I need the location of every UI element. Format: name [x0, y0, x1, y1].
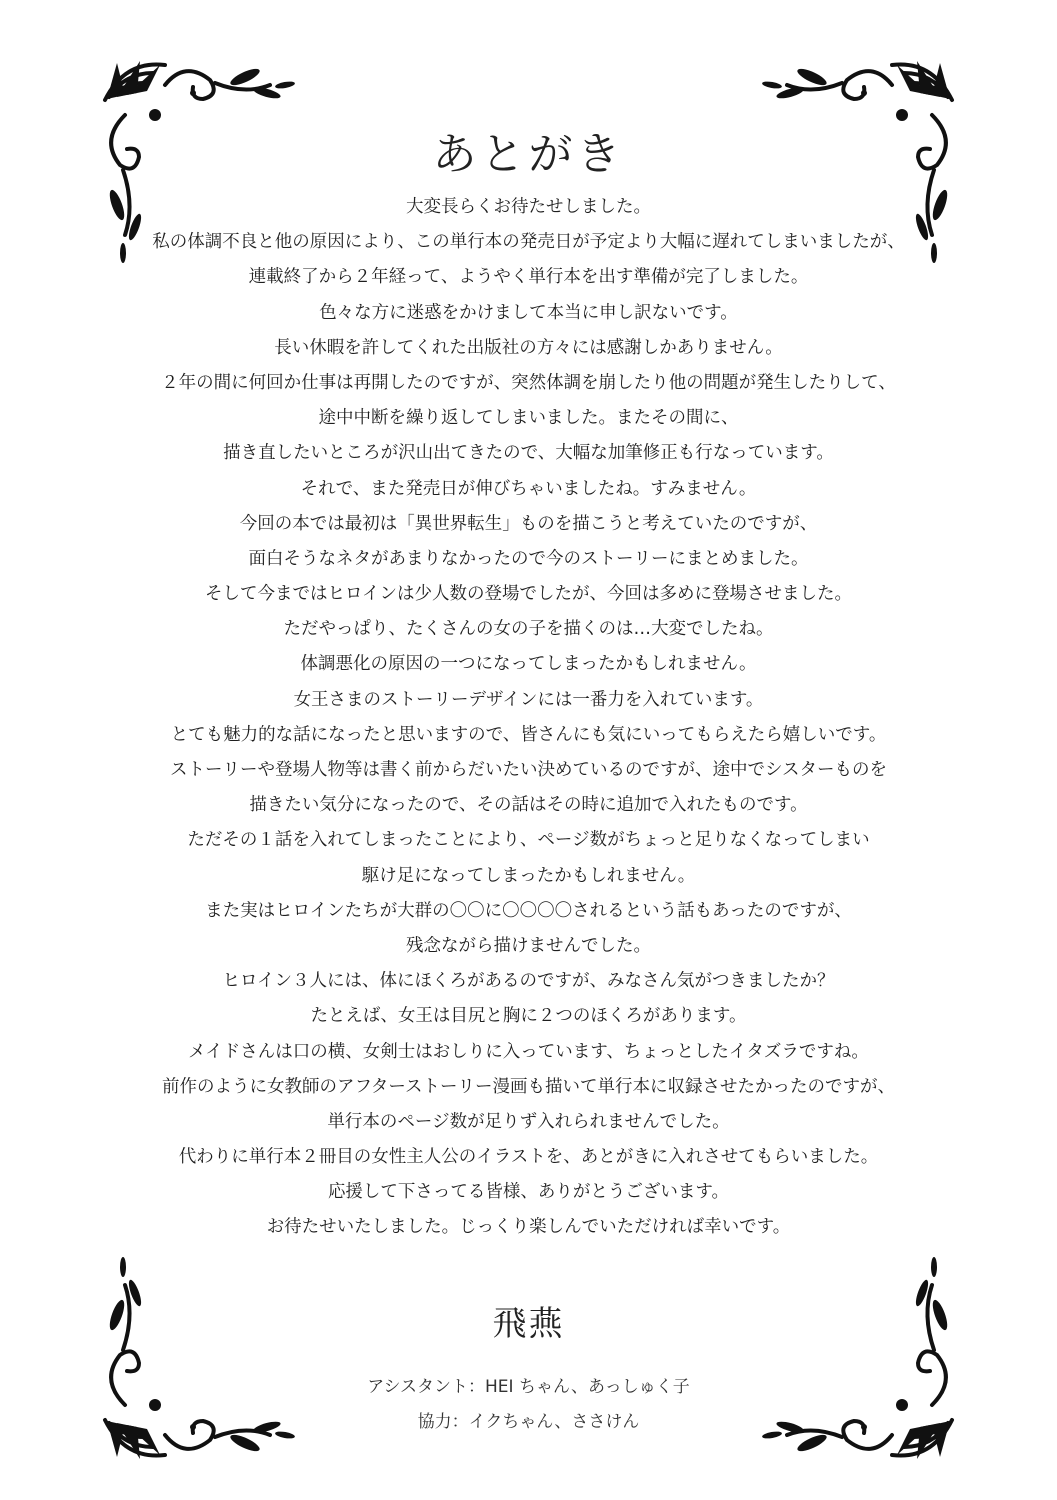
- body-line: 代わりに単行本２冊目の女性主人公のイラストを、あとがきに入れさせてもらいました。: [178, 1147, 879, 1168]
- body-line: 描きたい気分になったので、その話はその時に追加で入れたものです。: [249, 795, 808, 816]
- body-line: ただやっぱり、たくさんの女の子を描くのは…大変でしたね。: [283, 619, 774, 640]
- cooperation-credit: 協力：イクちゃん、ささけん: [417, 1412, 640, 1432]
- body-line: ヒロイン３人には、体にほくろがあるのですが、みなさん気がつきましたか？: [222, 971, 835, 992]
- body-line: ２年の間に何回か仕事は再開したのですが、突然体調を崩したり他の問題が発生したりして、: [161, 372, 896, 393]
- body-line: それで、また発売日が伸びちゃいましたね。すみません。: [300, 478, 757, 499]
- body-line: お待たせいたしました。じっくり楽しんでいただければ幸いです。: [266, 1217, 791, 1238]
- body-line: 大変長らくお待たせしました。: [406, 197, 651, 217]
- body-line: 面白そうなネタがあまりなかったので今のストーリーにまとめました。: [248, 548, 809, 569]
- afterword-body: [120, 190, 937, 1246]
- body-line: また実はヒロインたちが大群の〇〇に〇〇〇〇されるという話もあったのですが、: [205, 900, 852, 921]
- body-line: 連載終了から２年経って、ようやく単行本を出す準備が完了しました。: [248, 267, 809, 288]
- body-line: 応援して下さってる皆様、ありがとうございます。: [327, 1182, 730, 1203]
- body-line: 途中中断を繰り返してしまいました。またその間に、: [318, 408, 739, 429]
- body-line: 単行本のページ数が足りず入れられませんでした。: [327, 1111, 730, 1132]
- body-line: 女王さまのストーリーデザインには一番力を入れています。: [293, 689, 764, 710]
- body-line: 残念ながら描けませんでした。: [406, 935, 651, 956]
- body-line: 体調悪化の原因の一つになってしまったかもしれません。: [300, 654, 757, 675]
- body-line: 長い休暇を許してくれた出版社の方々には感謝しかありません。: [274, 337, 783, 358]
- body-line: 駆け足になってしまったかもしれません。: [361, 865, 696, 886]
- body-line: 私の体調不良と他の原因により、この単行本の発売日が予定より大幅に遅れてしまいましたが、: [152, 232, 905, 253]
- body-line: ストーリーや登場人物等は書く前からだいたい決めているのですが、途中でシスターものを: [170, 760, 887, 780]
- body-line: メイドさんは口の横、女剣士はおしりに入っています、ちょっとしたイタズラですね。: [188, 1041, 869, 1062]
- body-line: ただその１話を入れてしまったことにより、ページ数がちょっと足りなくなってしまい: [187, 830, 870, 851]
- body-line: たとえば、女王は目尻と胸に２つのほくろがあります。: [310, 1006, 747, 1027]
- body-line: 描き直したいところが沢山出てきたので、大幅な加筆修正も行なっています。: [223, 443, 834, 464]
- body-line: 前作のように女教師のアフターストーリー漫画も描いて単行本に収録させたかったのですが、: [162, 1076, 895, 1097]
- flourish-ornament-icon: [762, 1255, 962, 1465]
- author-signature: 飛燕: [492, 1304, 565, 1344]
- page-title: あとがき: [432, 129, 625, 180]
- body-line: とても魅力的な話になったと思いますので、皆さんにも気にいってもらえたら嬉しいです。: [170, 724, 887, 745]
- flourish-ornament-icon: [95, 1255, 295, 1465]
- body-line: そして今まではヒロインは少人数の登場でしたが、今回は多めに登場させました。: [205, 584, 852, 605]
- assistant-credit: アシスタント：HEI ちゃん、あっしゅく子: [367, 1377, 690, 1397]
- body-line: 色々な方に迷惑をかけまして本当に申し訳ないです。: [319, 302, 738, 323]
- body-line: 今回の本では最初は「異世界転生」ものを描こうと考えていたのですが、: [239, 513, 818, 534]
